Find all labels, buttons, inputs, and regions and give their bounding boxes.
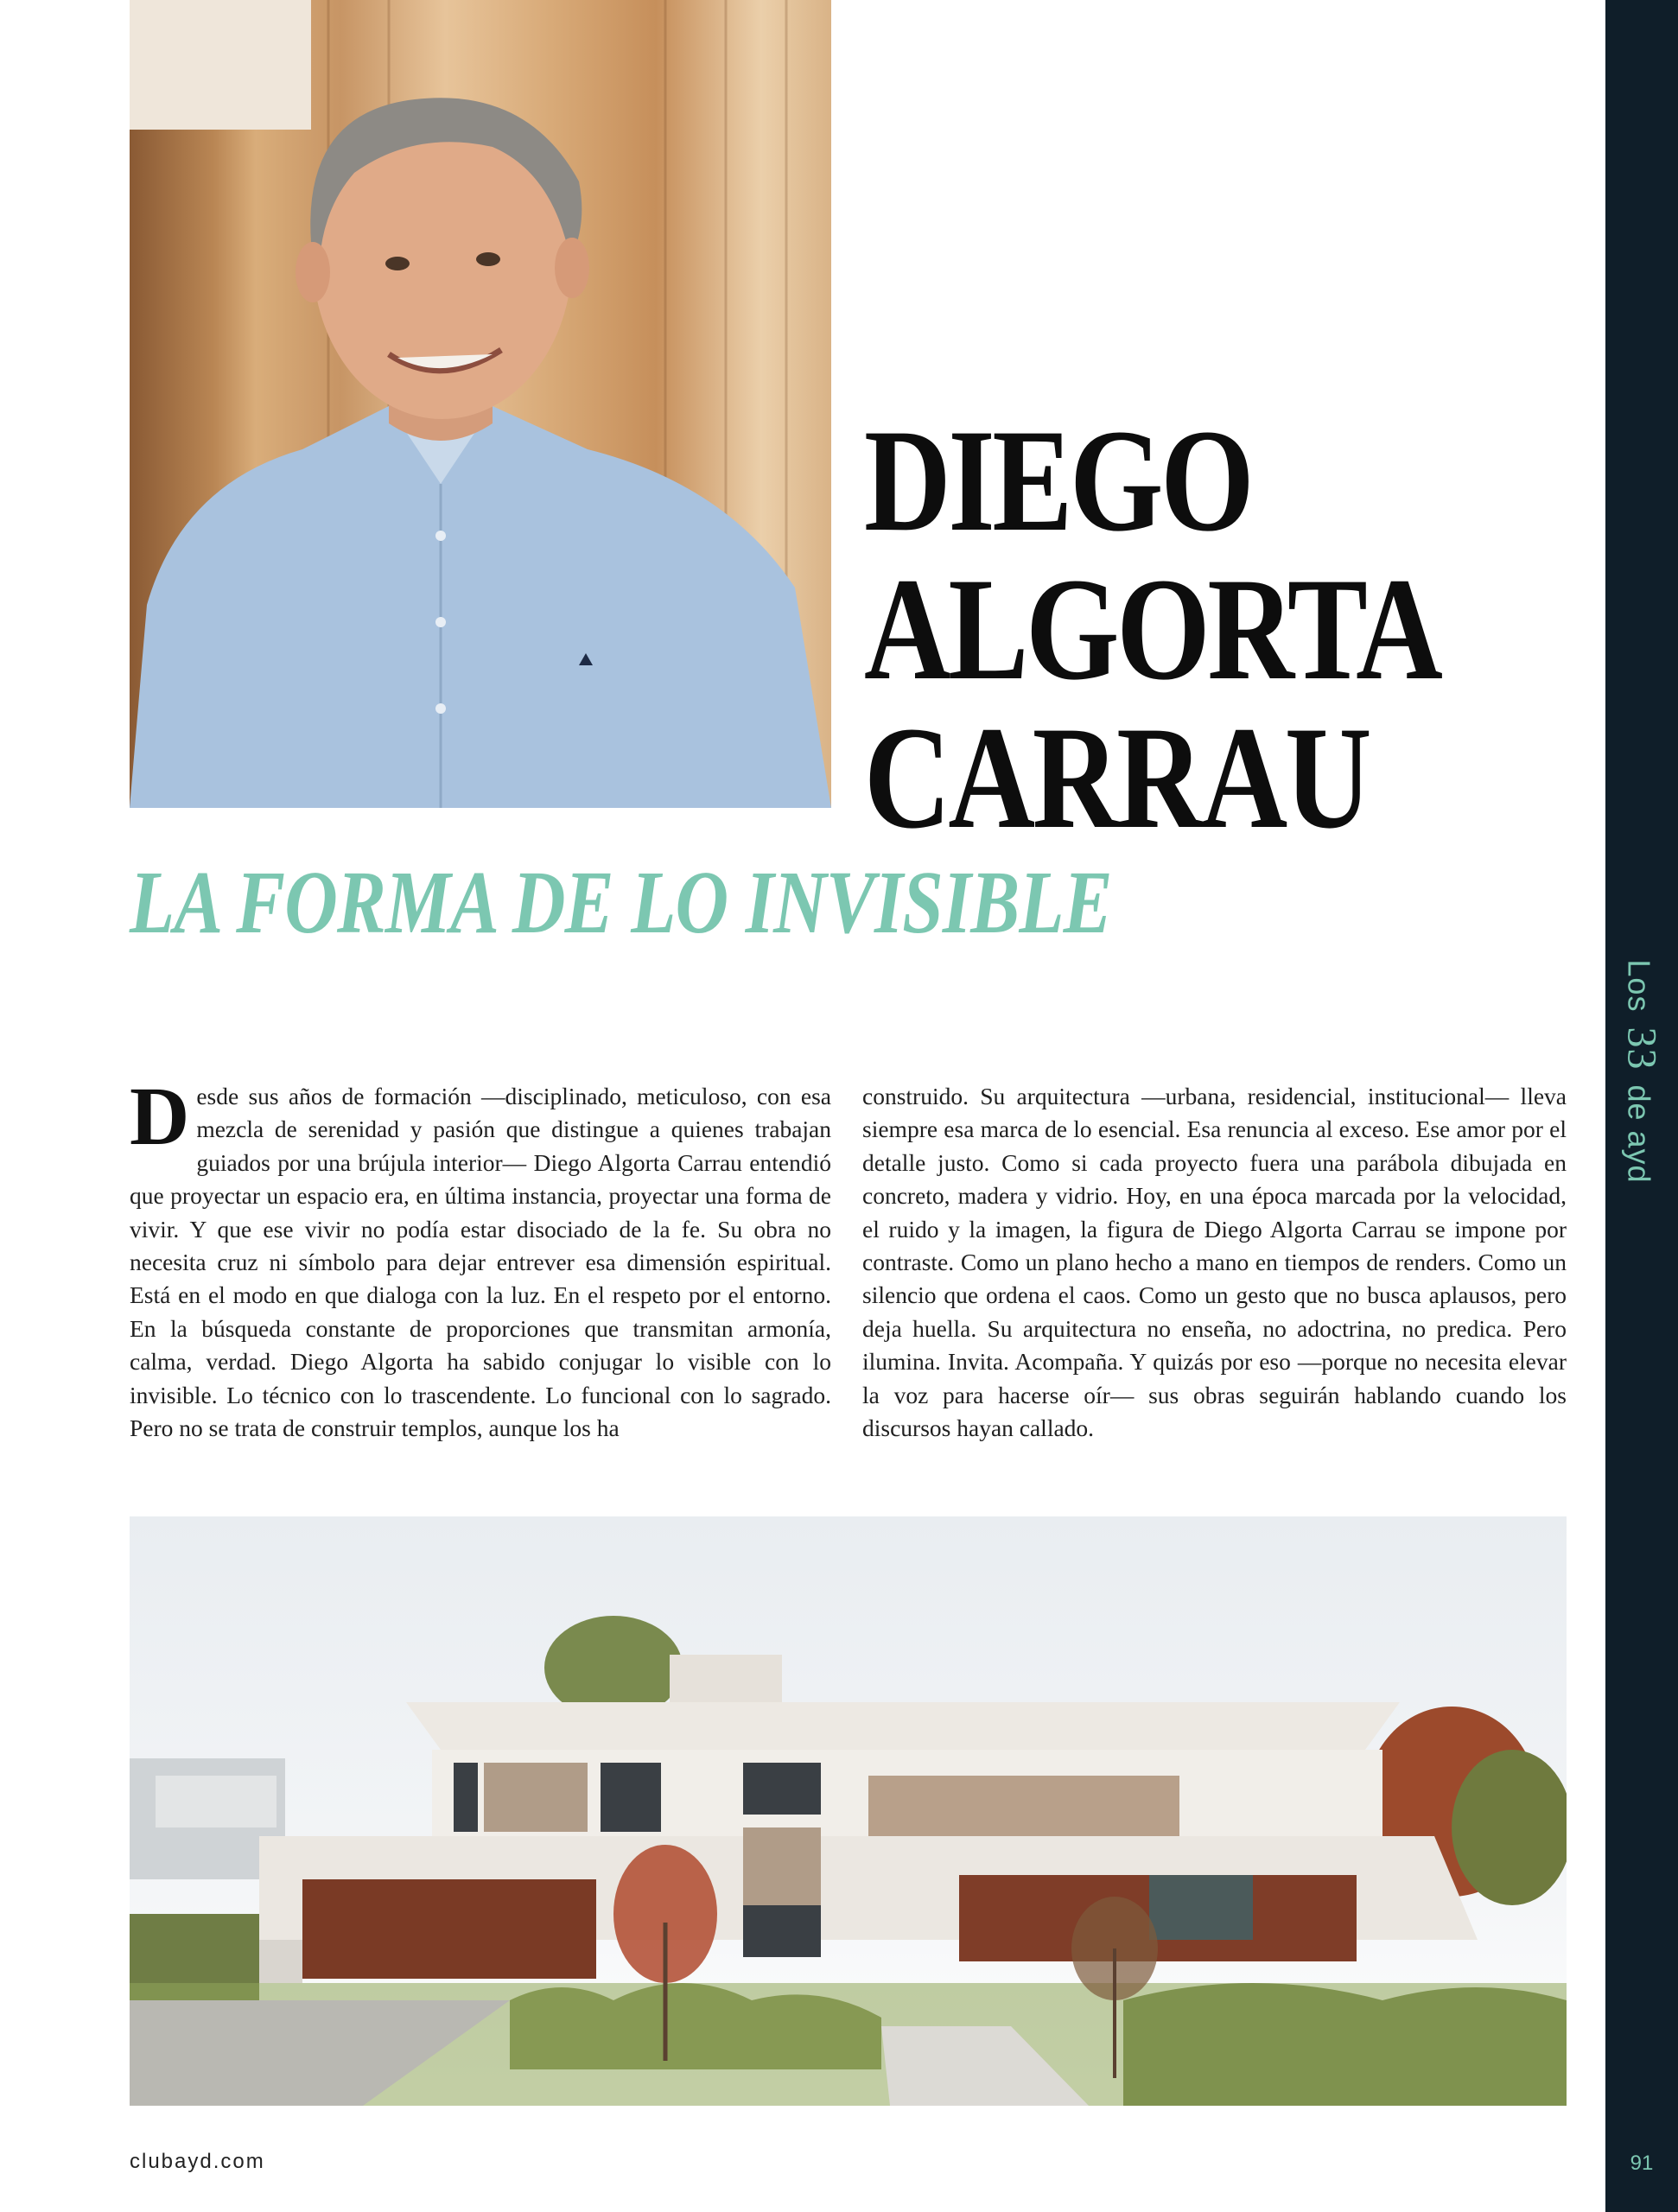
body-column-left bbox=[130, 1070, 831, 1445]
body-column-right: construido. Su arquitectura —urbana, residencial, institucional— lleva siempre esa marca de lo esencial. Esa renuncia al exceso. Ese amor por el detalle justo. Como si cada proyecto fuera una parábola dibujada en concreto, madera y vidrio. Hoy, en una época marcada por la velocidad, el ruido y la imagen, la figura de Diego Algorta Carrau se impone por contraste. Como un plano hecho a mano en tiempos de renders. Como un silencio que ordena el caos. Como un gesto que no busca aplausos, pero deja huella. Su arquitectura no enseña, no adoctrina, no predica. Pero ilumina. Invita. Acompaña. Y quizás por eso —porque no necesita elevar la voz para hacerse oír— sus obras seguirán hablando cuando los discursos hayan callado. bbox=[862, 1083, 1567, 1442]
drop-cap: D bbox=[130, 1070, 190, 1162]
portrait-illustration bbox=[130, 0, 831, 808]
title-line-2: ALGORTA bbox=[864, 548, 1440, 710]
article-subtitle: LA FORMA DE LO INVISIBLE bbox=[130, 853, 1112, 952]
title-line-3: CARRAU bbox=[864, 696, 1370, 859]
body-text-left: esde sus años de formación —disciplinado, meticuloso, con esa mezcla de serenidad y pasión que distingue a quienes trabajan guiados por una brújula interior— Diego Algorta Carrau entendió que proyectar un espacio era, en última instancia, proyectar una forma de vivir. Y que ese vivir no podía estar disociado de la fe. Su obra no necesita cruz ni símbolo para dejar entrever esa dimensión espiritual. Está en el modo en que dialoga con la luz. En el respeto por el entorno. En la búsqueda constante de proporciones que transmitan armonía, calma, verdad. Diego Algorta ha sabido conjugar lo visible con lo invisible. Lo técnico con lo trascendente. Lo funcional con lo sagrado. Pero no se trata de construir templos, aunque los ha bbox=[130, 1083, 831, 1442]
section-label-number: 33 bbox=[1618, 1027, 1665, 1071]
house-illustration bbox=[130, 1516, 1567, 2106]
section-label-after: de ayd bbox=[1621, 1084, 1657, 1184]
house-photo bbox=[130, 1516, 1567, 2106]
title-line-1: DIEGO bbox=[864, 399, 1252, 562]
section-label bbox=[1618, 959, 1666, 1183]
portrait-photo bbox=[130, 0, 831, 808]
page-number: 91 bbox=[1630, 2152, 1654, 2175]
section-label-before: Los bbox=[1621, 959, 1657, 1013]
site-url: clubayd.com bbox=[130, 2150, 265, 2173]
article-title bbox=[864, 399, 1445, 859]
